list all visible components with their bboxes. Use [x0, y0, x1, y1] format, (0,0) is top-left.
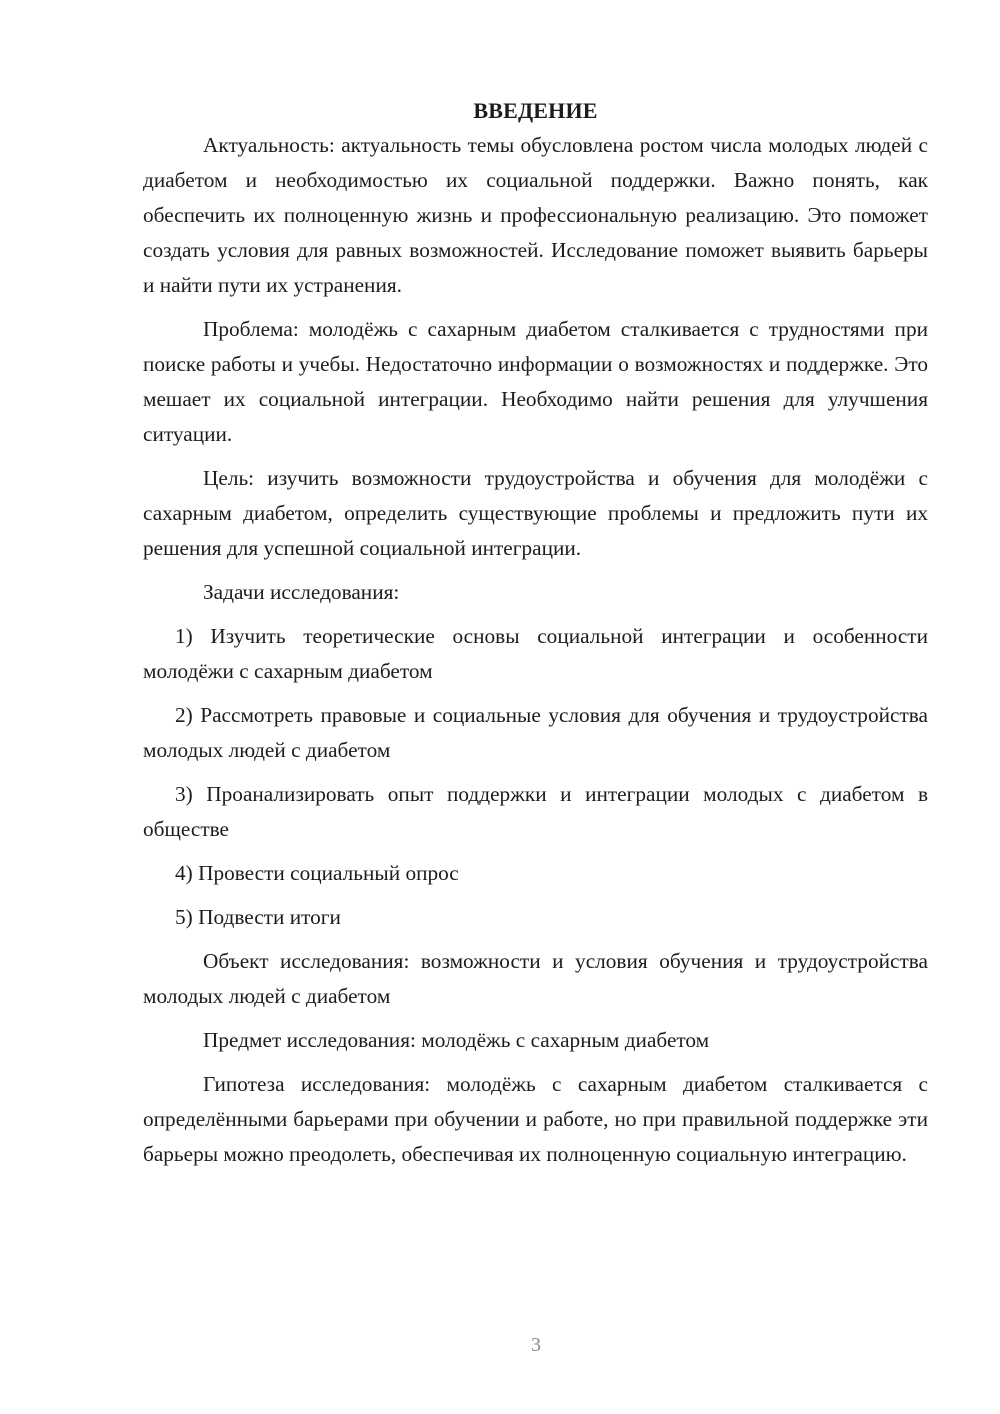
task-item-3: 3) Проанализировать опыт поддержки и интеграции молодых с диабетом в обществе — [143, 782, 928, 841]
paragraph-hypothesis: Гипотеза исследования: молодёжь с сахарным диабетом сталкивается с определёнными барьерами при обучении и работе, но при правильной поддержке эти барьеры можно преодолеть, обеспечивая их полноценную социальную интеграцию. — [143, 1072, 928, 1166]
paragraph-subject: Предмет исследования: молодёжь с сахарным диабетом — [203, 1028, 710, 1052]
paragraph-relevance: Актуальность: актуальность темы обусловлена ростом числа молодых людей с диабетом и необходимостью их социальной поддержки. Важно понять, как обеспечить их полноценную жизнь и профессиональную реализацию. Это поможет создать условия для равных возможностей. Исследование поможет выявить барьеры и найти пути их устранения. — [143, 133, 928, 297]
task-item-2: 2) Рассмотреть правовые и социальные условия для обучения и трудоустройства молодых людей с диабетом — [143, 703, 928, 762]
paragraph-goal: Цель: изучить возможности трудоустройства и обучения для молодёжи с сахарным диабетом, определить существующие проблемы и предложить пути их решения для успешной социальной интеграции. — [143, 466, 928, 560]
page-content — [143, 93, 928, 1172]
paragraph-object: Объект исследования: возможности и условия обучения и трудоустройства молодых людей с диабетом — [143, 949, 928, 1008]
tasks-heading: Задачи исследования: — [203, 580, 400, 604]
page-title: ВВЕДЕНИЕ — [473, 98, 598, 123]
task-item-5: 5) Подвести итоги — [175, 905, 341, 929]
paragraph-problem: Проблема: молодёжь с сахарным диабетом сталкивается с трудностями при поиске работы и учебы. Недостаточно информации о возможностях и поддержке. Это мешает их социальной интеграции. Необходимо найти решения для улучшения ситуации. — [143, 317, 928, 446]
task-item-4: 4) Провести социальный опрос — [175, 861, 459, 885]
task-item-1: 1) Изучить теоретические основы социальной интеграции и особенности молодёжи с сахарным диабетом — [143, 624, 928, 683]
page-number: 3 — [531, 1334, 541, 1356]
